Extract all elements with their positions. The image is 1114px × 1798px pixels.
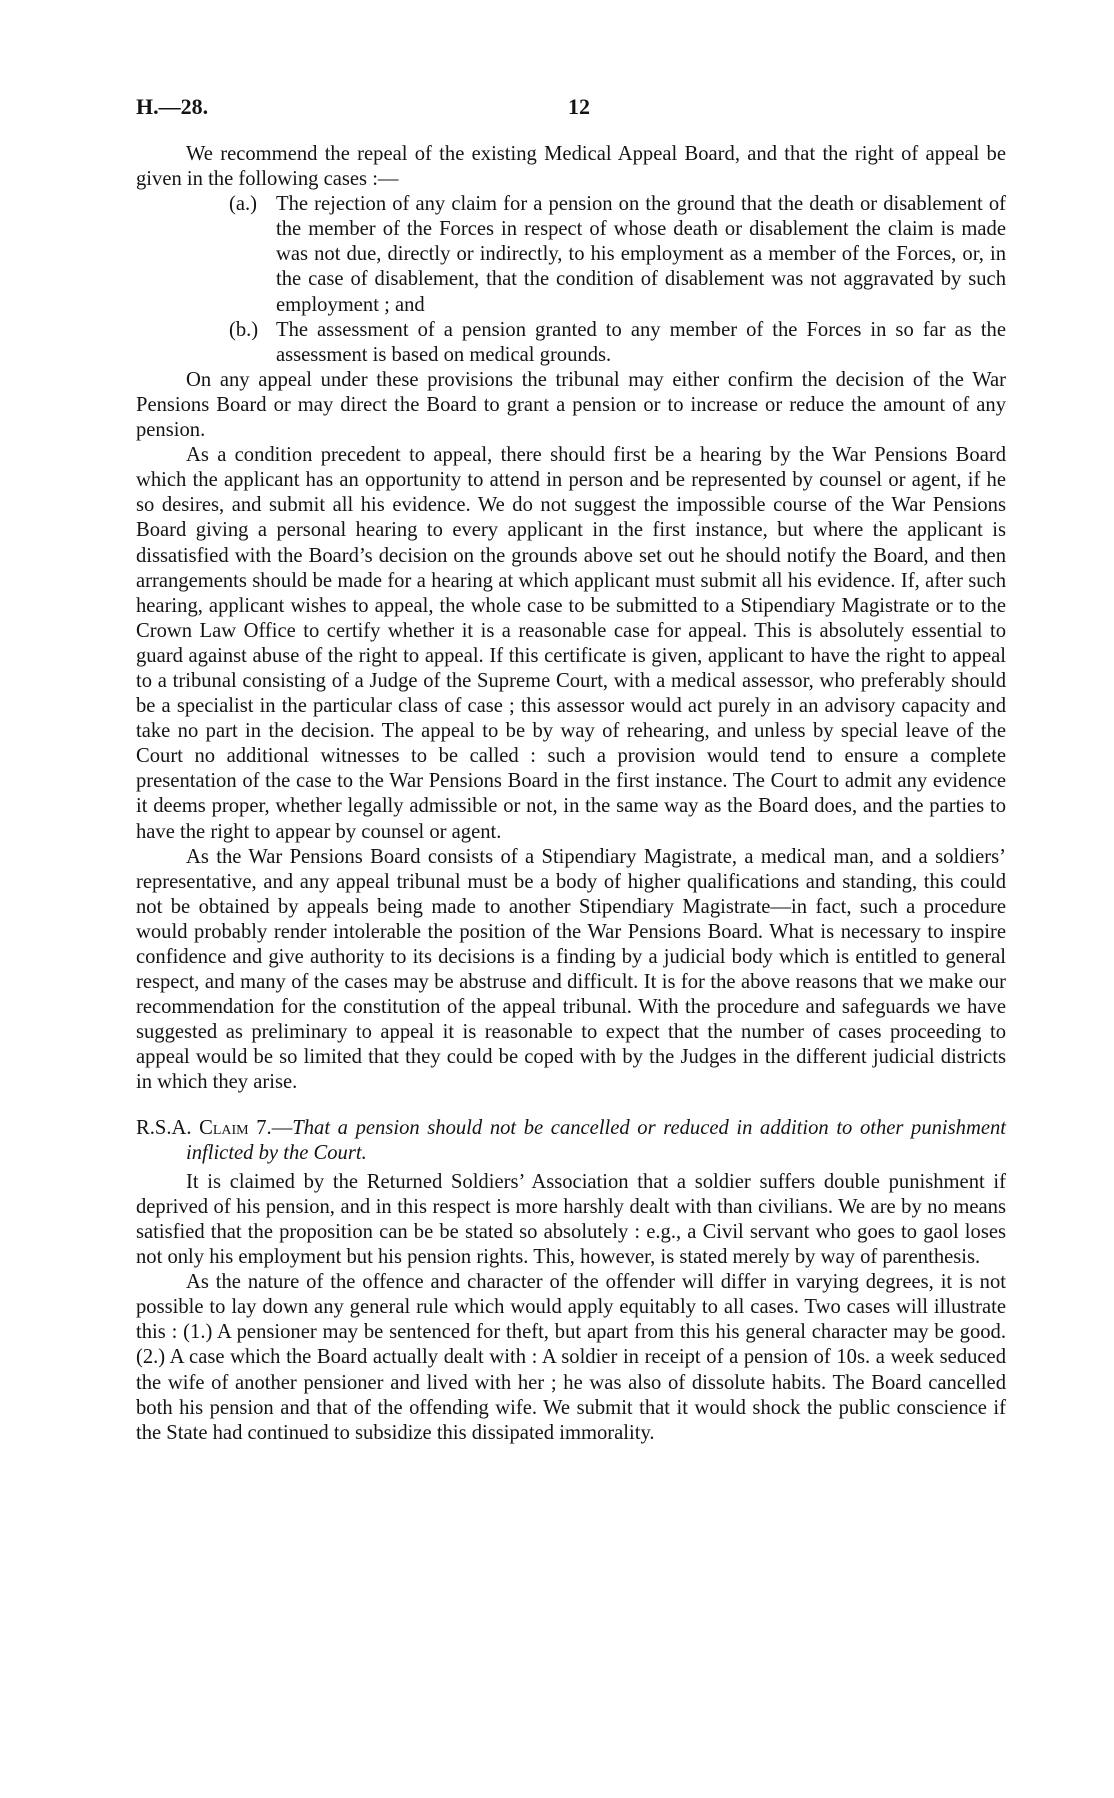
paragraph-appeal-recommendation: We recommend the repeal of the existing Medical Appeal Board, and that the right of appeal be given in the following cases :— bbox=[136, 143, 1006, 191]
claim-title: That a pension should not be cancelled or reduced in addition to other punishment inflicted by the Court. bbox=[186, 1116, 1006, 1164]
list-item-a bbox=[136, 192, 1006, 317]
list-label: (a.) bbox=[229, 193, 258, 216]
claim-heading bbox=[136, 1116, 1006, 1166]
paragraph-tribunal-powers: On any appeal under these provisions the tribunal may either confirm the decision of the War Pensions Board or may direct the Board to grant a pension or to increase or reduce the amount of any pension. bbox=[136, 368, 1006, 442]
claim-label: R.S.A. Claim 7.— bbox=[136, 1116, 293, 1139]
list-label: (b.) bbox=[229, 318, 259, 341]
paragraph-double-punishment: It is claimed by the Returned Soldiers’ Association that a soldier suffers double punishment if deprived of his pension, and in this respect is more harshly dealt with than civilians. We are by no means satisfied that the proposition can be be stated so absolutely : e.g., a Civil servant who goes to gaol loses not only his employment but his pension rights. This, however, is stated merely by way of parenthesis. bbox=[136, 1170, 1006, 1269]
document-body bbox=[136, 142, 1006, 1446]
list-item-text: The rejection of any claim for a pension on the ground that the death or disablement of the member of the Forces in respect of whose death or disablement the claim is made was not due, directly or indirectly, to his employment as a member of the Forces, or, in the case of disablement, that the condition of disablement was not aggravated by such employment ; and bbox=[276, 193, 1006, 316]
paragraph-illustrative-cases: As the nature of the offence and character of the offender will differ in varying degrees, it is not possible to lay down any general rule which would apply equitably to all cases. Two cases will illustrate this : (1.) A pensioner may be sentenced for theft, but apart from this his general character may be good. (2.) A case which the Board actually dealt with : A soldier in receipt of a pension of 10s. a week seduced the wife of another pensioner and lived with her ; he was also of dissolute habits. The Board cancelled both his pension and that of the offending wife. We submit that it would shock the public conscience if the State had continued to subsidize this dissipated immorality. bbox=[136, 1271, 1006, 1444]
document-reference: H.—28. bbox=[136, 94, 209, 119]
paragraph-condition-precedent: As a condition precedent to appeal, there should first be a hearing by the War Pensions Board which the applicant has an opportunity to attend in person and be represented by counsel or agent, if he so desires, and submit all his evidence. We do not suggest the impossible course of the War Pensions Board giving a personal hearing to every applicant in the first instance, but where the applicant is dissatisfied with the Board’s decision on the grounds above set out he should notify the Board, and then arrangements should be made for a hearing at which applicant must submit all his evidence. If, after such hearing, applicant wishes to appeal, the whole case to be submitted to a Stipendiary Magistrate or to the Crown Law Office to certify whether it is a reasonable case for appeal. This is absolutely essential to guard against abuse of the right to appeal. If this certificate is given, applicant to have the right to appeal to a tribunal consisting of a Judge of the Supreme Court, with a medical assessor, who preferably should be a specialist in the particular class of case ; this assessor would act purely in an advisory capacity and take no part in the decision. The appeal to be by way of rehearing, and unless by special leave of the Court no additional witnesses to be called : such a provision would tend to ensure a complete presentation of the case to the War Pensions Board in the first instance. The Court to admit any evidence it deems proper, whether legally admissible or not, in the same way as the Board does, and the parties to have the right to appear by counsel or agent. bbox=[136, 444, 1006, 843]
list-item-b bbox=[136, 318, 1006, 368]
page-number: 12 bbox=[568, 94, 590, 119]
list-item-text: The assessment of a pension granted to any member of the Forces in so far as the assessment is based on medical grounds. bbox=[276, 318, 1006, 366]
paragraph-board-composition: As the War Pensions Board consists of a Stipendiary Magistrate, a medical man, and a soldiers’ representative, and any appeal tribunal must be a body of higher qualifications and standing, this could not be obtained by appeals being made to another Stipendiary Magistrate—in fact, such a procedure would probably render intolerable the position of the War Pensions Board. What is necessary to inspire confidence and give authority to its decisions is a finding by a judicial body which is entitled to general respect, and many of the cases may be abstruse and difficult. It is for the above reasons that we make our recommendation for the constitution of the appeal tribunal. With the procedure and safeguards we have suggested as preliminary to appeal it is reasonable to expect that the number of cases proceeding to appeal would be so limited that they could be coped with by the Judges in the different judicial districts in which they arise. bbox=[136, 845, 1006, 1094]
page-header bbox=[136, 94, 1006, 124]
